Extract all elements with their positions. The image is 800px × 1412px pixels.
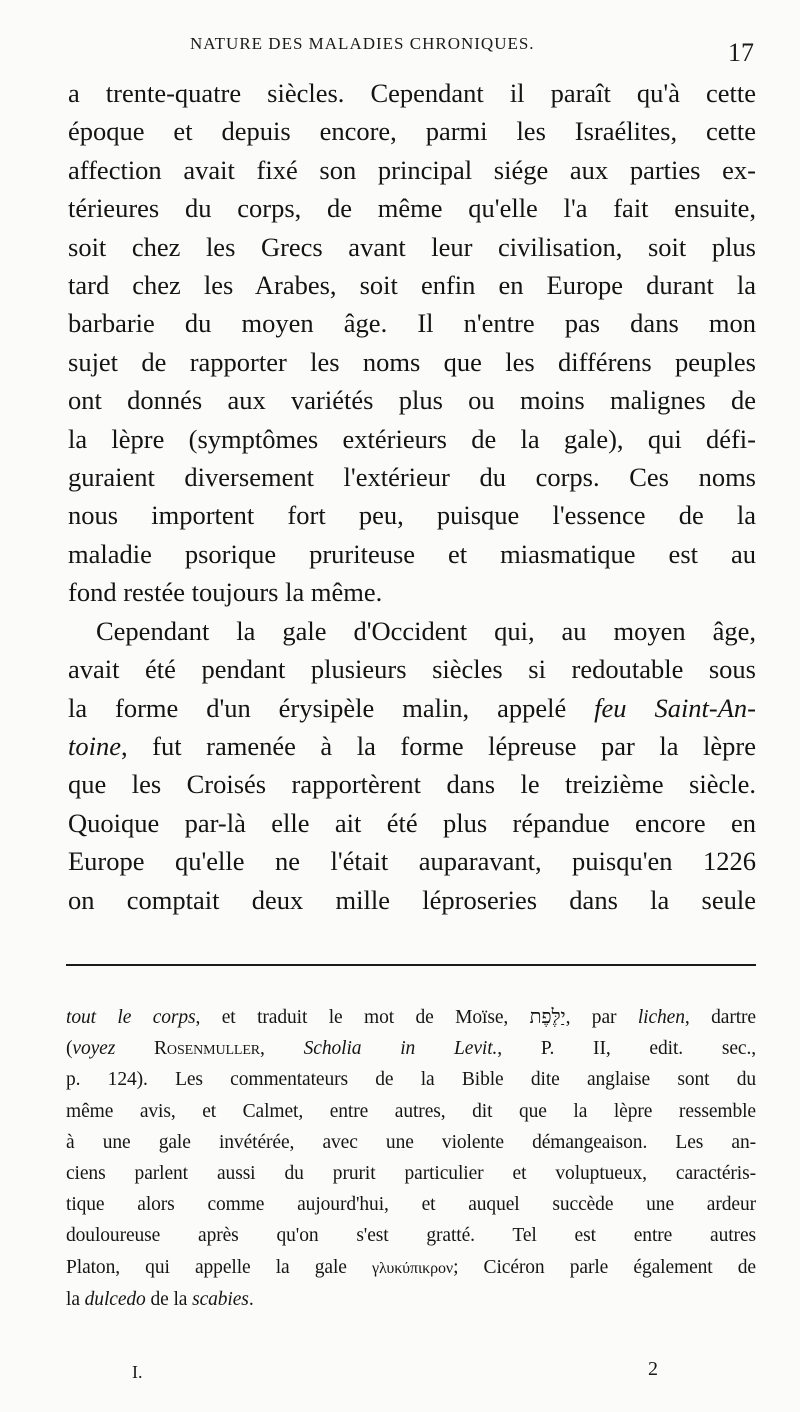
running-head: NATURE DES MALADIES CHRONIQUES. [190,34,535,53]
text-segment: de la [145,1288,193,1310]
main-text [68,74,756,919]
text-line: a trente-quatre siècles. Cependant il paraît qu'à cette [68,78,756,108]
italic-term: voyez [72,1038,116,1060]
text-segment: Platon, qui appelle la gale [66,1256,373,1278]
italic-term: lichen [637,1007,685,1028]
text-line: térieures du corps, de même qu'elle l'a fait ensuite, [68,193,756,224]
text-line: époque et depuis encore, parmi les Israélites, cette [68,116,756,147]
footnote-line [66,1252,756,1284]
footnote-line [66,1284,756,1315]
text-line: soit chez les Grecs avant leur civilisation, soit plus [68,231,756,262]
text-segment: , par [565,1007,638,1028]
text-line: nous importent fort peu, puisque l'essence de la [68,500,756,531]
footnote-line: ciens parlent aussi du prurit particulier et voluptueux, caractéris- [66,1163,756,1185]
footnote-line: même avis, et Calmet, entre autres, dit que la lèpre ressemble [66,1100,756,1122]
text-line [68,689,756,727]
text-segment: ; Cicéron parle également de [453,1256,756,1278]
footnote-rule [66,964,756,966]
text-segment: , fut ramenée à la forme lépreuse par la lèpre [121,730,756,761]
italic-term: dulcedo [84,1288,146,1310]
text-line: on comptait deux mille léproseries dans la seule [68,884,756,915]
text-segment: . [248,1288,254,1310]
italic-term: tout le corps [66,1007,196,1028]
text-line: ont donnés aux variétés plus ou moins malignes de [68,385,756,416]
text-line: fond restée toujours la même. [68,577,383,608]
text-line: guraient diversement l'extérieur du corps. Ces noms [68,462,756,493]
italic-term: scabies [192,1288,249,1310]
text-segment: ( [66,1038,73,1060]
text-segment: , dartre [684,1007,756,1028]
text-line: maladie psorique pruriteuse et miasmatique est au [68,538,756,569]
text-line: sujet de rapporter les noms que les différens peuples [68,346,756,377]
author-name: Rosenmuller, [115,1038,304,1060]
italic-term: toine [68,730,121,761]
footnote-line: tique alors comme aujourd'hui, et auquel succède une ardeur [66,1194,756,1216]
italic-term: feu Saint-An- [594,692,757,723]
text-line: avait été pendant plusieurs siècles si redoutable sous [68,654,756,685]
text-line: Cependant la gale d'Occident qui, au moyen âge, [96,615,756,646]
footnote-line: p. 124). Les commentateurs de la Bible dite anglaise sont du [66,1069,756,1091]
footnote-line: douloureuse après qu'on s'est gratté. Tel est entre autres [66,1225,756,1247]
text-segment: la forme d'un érysipèle malin, appelé [68,692,595,723]
text-line: Quoique par-là elle ait été plus répandue encore en [68,807,756,838]
text-segment: la [66,1288,85,1310]
gathering-signature: 2 [648,1358,658,1380]
text-segment: , P. II, edit. sec., [497,1038,757,1060]
footnote-line [66,1033,756,1064]
footnote [66,1002,756,1315]
greek-word: γλυκύπικρον [372,1259,454,1277]
text-line: Europe qu'elle ne l'était auparavant, puisqu'en 1226 [68,846,756,877]
text-line: barbarie du moyen âge. Il n'entre pas dans mon [68,308,756,339]
hebrew-word: יַלֶּפֶת [529,1007,566,1028]
volume-signature: I. [132,1362,143,1382]
text-line [68,727,756,765]
text-line: tard chez les Arabes, soit enfin en Europe durant la [68,270,756,301]
footnote-line: à une gale invétérée, avec une violente démangeaison. Les an- [66,1131,756,1153]
text-line: la lèpre (symptômes extérieurs de la gale), qui défi- [68,423,756,454]
text-line: que les Croisés rapportèrent dans le treizième siècle. [68,769,756,800]
text-segment: , et traduit le mot de Moïse, [195,1007,530,1028]
page-number: 17 [728,38,754,67]
italic-term: Scholia in Levit. [303,1038,498,1060]
text-line: affection avait fixé son principal siége aux parties ex- [68,154,756,185]
footnote-line [66,1002,756,1033]
